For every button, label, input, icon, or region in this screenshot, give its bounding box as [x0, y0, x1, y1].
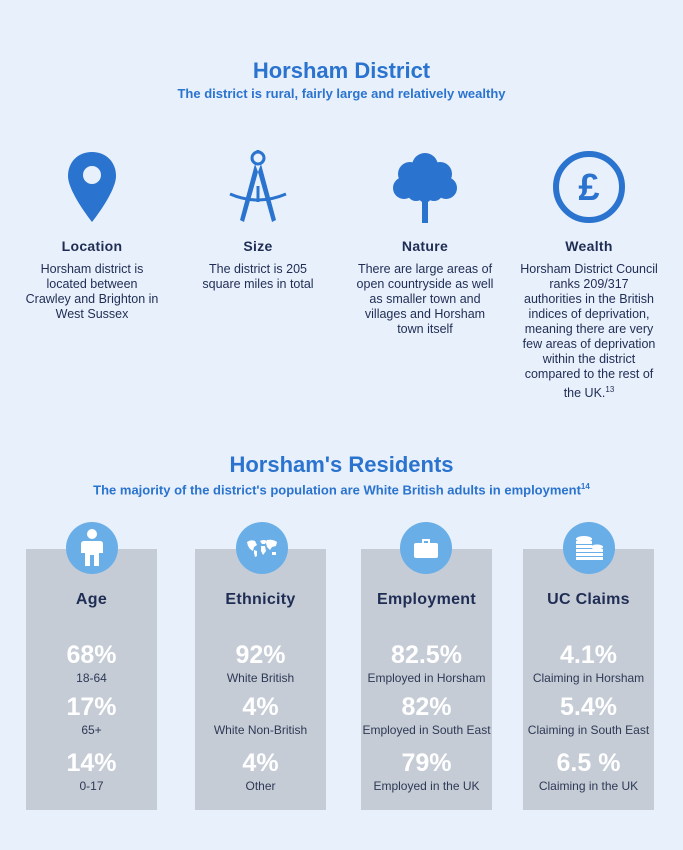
feature-description: There are large areas of open countryside as well as smaller town and villages and Horsham town itself — [356, 262, 494, 336]
card-title: Age — [75, 591, 108, 608]
stat: 68% 18-64 — [66, 641, 117, 685]
stat: 82% Employed in South East — [362, 693, 491, 737]
card-title: Employment — [376, 591, 476, 608]
briefcase-icon — [400, 522, 452, 574]
card-age — [26, 549, 157, 810]
stat: 82.5% Employed in Horsham — [367, 641, 486, 685]
feature-description: Horsham district is located between Crawley and Brighton in West Sussex — [25, 262, 159, 321]
card-uc-claims — [523, 549, 654, 810]
card-title: UC Claims — [547, 591, 630, 608]
stat: 4% Other — [242, 749, 279, 793]
world-map-icon — [236, 522, 288, 574]
stat: 92% White British — [226, 641, 295, 685]
coins-icon — [563, 522, 615, 574]
tree-icon — [350, 150, 500, 226]
feature-nature — [350, 150, 500, 337]
page-subtitle: The district is rural, fairly large and relatively wealthy — [177, 86, 506, 101]
stat: 4% White Non-British — [213, 693, 308, 737]
svg-text:£: £ — [578, 167, 600, 209]
section-title: Horsham's Residents — [229, 452, 454, 477]
stat: 6.5 % Claiming in the UK — [538, 749, 639, 793]
feature-size — [183, 150, 333, 292]
feature-name: Nature — [401, 238, 449, 254]
person-icon — [66, 522, 118, 574]
section-subtitle: The majority of the district's population are White British adults in employment$^{14}$ — [93, 482, 590, 498]
map-pin-icon — [17, 150, 167, 226]
page-title: Horsham District — [252, 58, 431, 83]
card-title: Ethnicity — [225, 591, 296, 608]
compass-icon — [183, 150, 333, 226]
pound-icon — [514, 150, 664, 226]
feature-name: Location — [61, 238, 123, 254]
feature-description: The district is 205 square miles in total — [202, 262, 314, 291]
footnote-marker: 14 — [580, 482, 590, 491]
stat: 79% Employed in the UK — [373, 749, 480, 793]
feature-wealth — [514, 150, 664, 401]
stat: 5.4% Claiming in South East — [527, 693, 650, 737]
card-ethnicity — [195, 549, 326, 810]
feature-name: Size — [243, 238, 273, 254]
footnote-marker: 13 — [605, 385, 615, 394]
card-employment — [361, 549, 492, 810]
feature-location — [17, 150, 167, 322]
feature-name: Wealth — [565, 238, 613, 254]
stat: 17% 65+ — [66, 693, 117, 737]
stat: 14% 0-17 — [66, 749, 117, 793]
feature-description: Horsham District Council ranks 209/317 authorities in the British indices of deprivation, meaning there are very few areas of deprivation within the district compared to the rest of the UK.$^{13}$ — [520, 262, 658, 401]
stat: 4.1% Claiming in Horsham — [532, 641, 645, 685]
